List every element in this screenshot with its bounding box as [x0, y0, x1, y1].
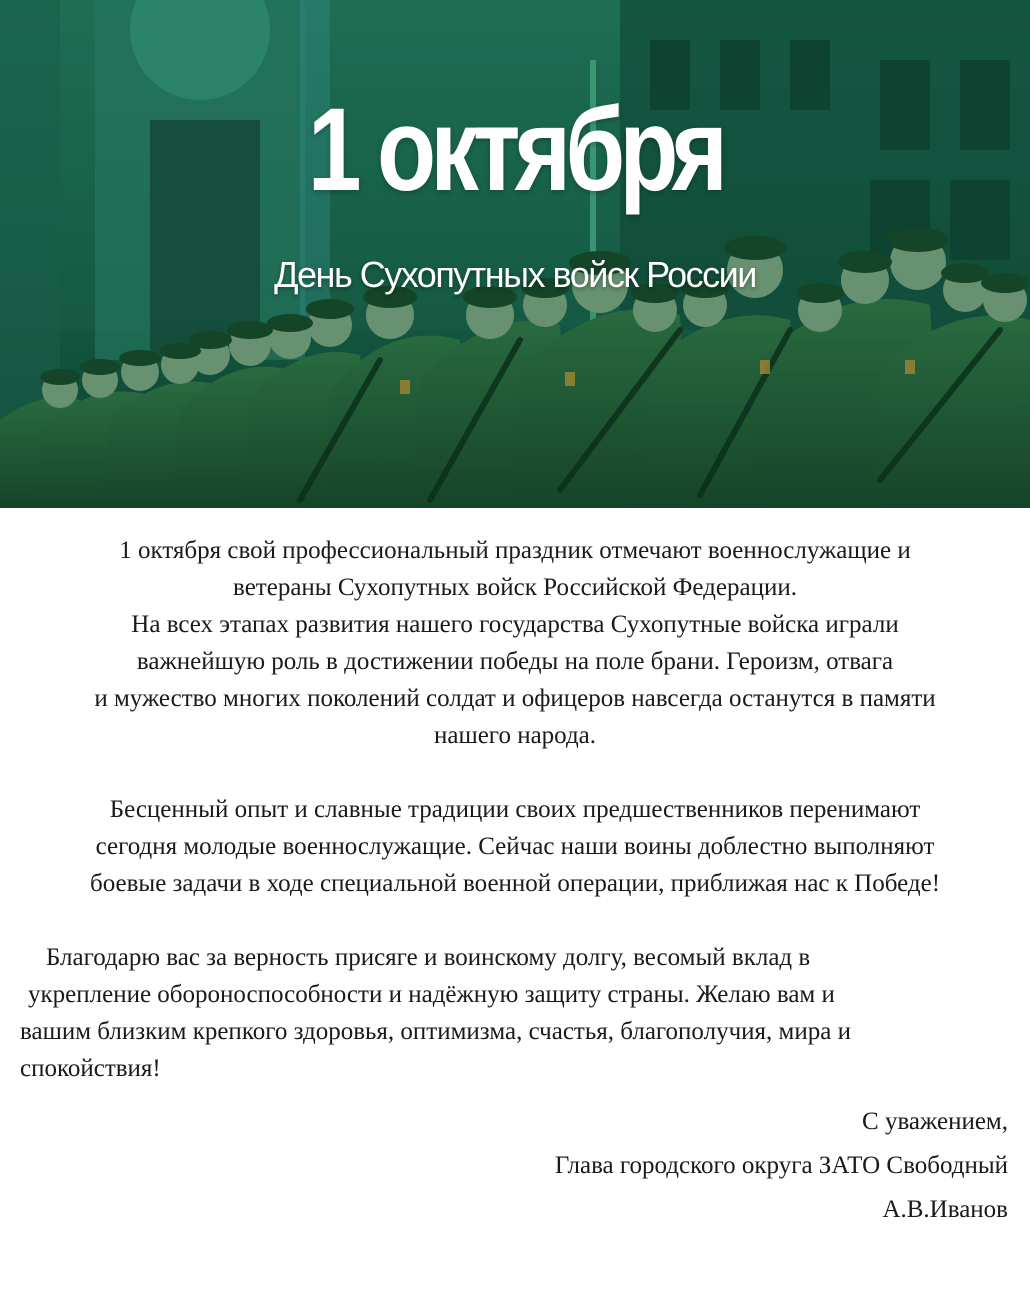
paragraph-line: спокойствия!: [20, 1055, 161, 1082]
paragraph-1: [24, 532, 1006, 754]
paragraph-line: Бесценный опыт и славные традиции своих предшественников перенимают: [109, 796, 921, 823]
signature-block: [555, 1100, 1008, 1232]
paragraph-line: Благодарю вас за верность присяге и воинскому долгу, весомый вклад в: [46, 944, 811, 971]
paragraph-2: [24, 791, 1006, 902]
banner-date-title: 1 октября: [307, 84, 723, 216]
paragraph-3: [20, 939, 990, 1087]
signature-closing: С уважением,: [862, 1108, 1008, 1135]
paragraph-line: и мужество многих поколений солдат и офицеров навсегда останутся в памяти: [94, 685, 936, 712]
paragraph-line: вашим близким крепкого здоровья, оптимизма, счастья, благополучия, мира и: [20, 1018, 851, 1045]
signature-name: А.В.Иванов: [882, 1196, 1008, 1223]
paragraph-line: ветераны Сухопутных войск Российской Федерации.: [233, 574, 797, 601]
greeting-letter: [0, 532, 1030, 1087]
paragraph-line: сегодня молодые военнослужащие. Сейчас наши воины доблестно выполняют: [95, 833, 935, 860]
signature-position: Глава городского округа ЗАТО Свободный: [554, 1152, 1008, 1179]
paragraph-line: боевые задачи в ходе специальной военной операции, приближая нас к Победе!: [89, 870, 941, 897]
banner-subtitle: День Сухопутных войск России: [274, 254, 756, 295]
paragraph-line: На всех этапах развития нашего государства Сухопутные войска играли: [131, 611, 899, 638]
paragraph-line: 1 октября свой профессиональный праздник отмечают военнослужащие и: [119, 537, 911, 564]
paragraph-line: укрепление обороноспособности и надёжную защиту страны. Желаю вам и: [28, 981, 835, 1008]
header-banner: [0, 0, 1030, 508]
paragraph-line: нашего народа.: [433, 722, 597, 749]
paragraph-line: важнейшую роль в достижении победы на поле брани. Героизм, отвага: [136, 648, 894, 675]
